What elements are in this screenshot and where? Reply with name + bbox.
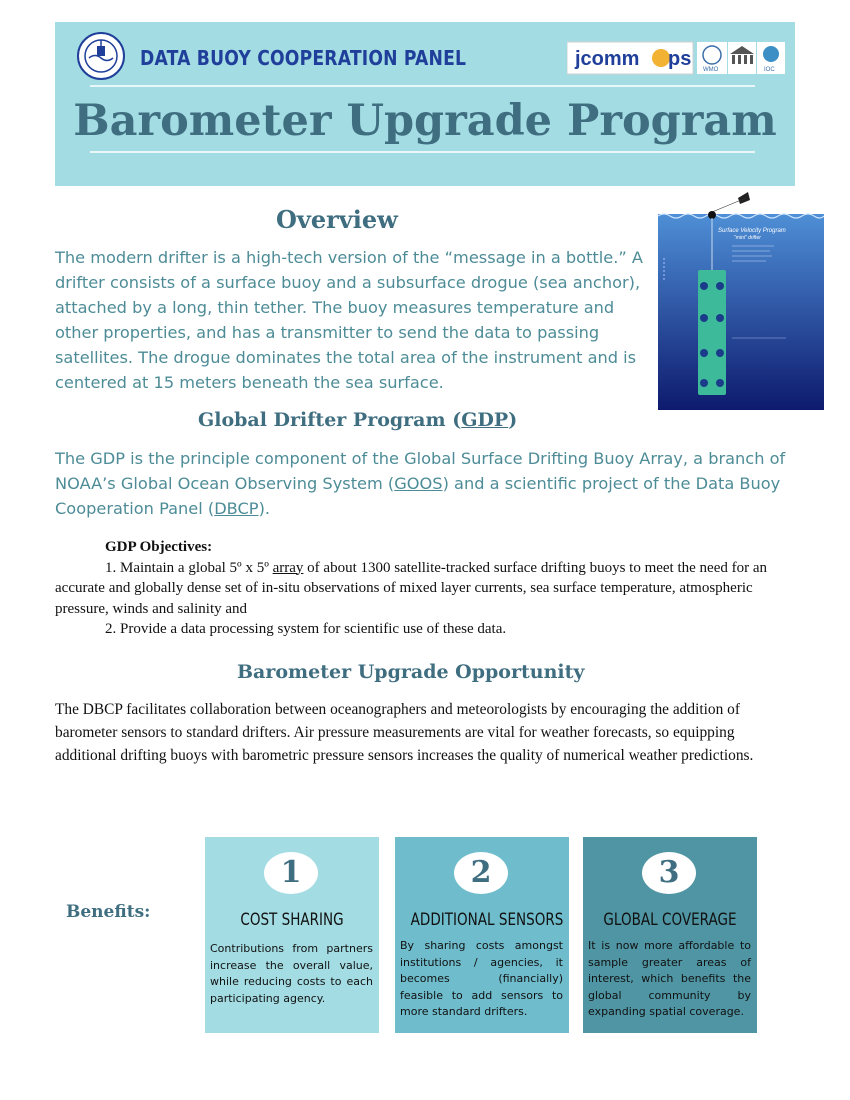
objective-item: 2. Provide a data processing system for scientific use of these data. <box>105 621 507 637</box>
svg-text:WMO: WMO <box>703 67 719 73</box>
gdp-text-part: ). <box>258 499 271 518</box>
svg-text:jcomm: jcomm <box>575 48 640 70</box>
objective-text: 1. Maintain a global 5º x 5º <box>105 559 273 576</box>
upgrade-text: The DBCP facilitates collaboration between oceanographers and meteorologists by encouraging the addition of barometer sensors to standard drifters. Air pressure measurements are vital for weather forecasts, so equipping additional drifting buoys with barometric pressure sensors increases the quality of numerical weather predictions. <box>55 701 754 764</box>
gdp-link[interactable]: GDP <box>461 409 509 431</box>
benefit-title: COST SHARING <box>240 910 344 929</box>
benefit-card-cost-sharing <box>205 837 379 1033</box>
benefit-number: 2 <box>454 852 508 894</box>
page-title: Barometer Upgrade Program <box>73 96 777 146</box>
gdp-heading-text: Global Drifter Program ( <box>198 409 462 431</box>
figure-heading: Surface Velocity Program <box>718 228 786 234</box>
gdp-text-part: The GDP is the principle component of the Global Surface Drifting Buoy Array, a branch of NOAA’s Global Ocean Observing System ( <box>55 449 786 493</box>
goos-link[interactable]: GOOS <box>394 474 443 493</box>
upgrade-heading: Barometer Upgrade Opportunity <box>237 661 585 683</box>
objective-item <box>55 558 795 620</box>
dbcp-link[interactable]: DBCP <box>214 499 259 518</box>
array-link[interactable]: array <box>272 559 304 576</box>
objectives-heading: GDP Objectives: <box>105 539 213 555</box>
benefit-card-additional-sensors <box>395 837 569 1033</box>
gdp-objectives <box>55 537 795 640</box>
overview-text: The modern drifter is a high-tech version of the “message in a bottle.” A drifter consists of a surface buoy and a subsurface drogue (sea anchor), attached by a long, thin tether. The buoy measures temperature and other properties, and has a transmitter to send the data to passing satellites. The drogue dominates the total area of the instrument and is centered at 15 meters beneath the sea surface. <box>55 248 643 392</box>
header-banner <box>55 22 795 186</box>
partner-logos <box>567 40 785 76</box>
drifter-diagram-image <box>656 188 828 410</box>
svg-text:IOC: IOC <box>764 67 775 73</box>
gdp-text <box>55 446 795 521</box>
header-rule-top <box>90 85 755 87</box>
svg-text:ps: ps <box>668 48 692 70</box>
gdp-heading-close: ) <box>508 409 518 431</box>
objective-text: of about 1300 satellite-tracked surface drifting buoys to meet the need for an accurate and globally dense set of in-situ observations of mixed layer currents, sea surface temperature, atmospheric pressure, winds and salinity and <box>55 559 768 617</box>
gdp-heading <box>198 409 517 431</box>
benefit-number: 1 <box>264 852 318 894</box>
benefits-label: Benefits: <box>66 902 151 922</box>
benefit-text: Contributions from partners increase the overall value, while reducing costs to each participating agency. <box>210 942 373 1005</box>
overview-heading: Overview <box>276 205 398 234</box>
benefit-title: ADDITIONAL SENSORS <box>410 910 564 929</box>
benefit-number: 3 <box>642 852 696 894</box>
benefit-title: GLOBAL COVERAGE <box>603 910 737 929</box>
header-rule-bottom <box>90 151 755 153</box>
benefit-text: It is now more affordable to sample greater areas of interest, which benefits the global community by expanding spatial coverage. <box>588 939 751 1018</box>
figure-subheading: "mini" drifter <box>734 235 761 241</box>
benefit-card-global-coverage <box>583 837 757 1033</box>
org-name: DATA BUOY COOPERATION PANEL <box>140 46 467 70</box>
dbcp-logo <box>77 32 125 80</box>
benefit-text: By sharing costs amongst institutions / agencies, it becomes (financially) feasible to add sensors to more standard drifters. <box>400 939 563 1018</box>
gdp-text-part: ) and a scientific project of the Data Buoy Cooperation Panel ( <box>55 474 781 518</box>
